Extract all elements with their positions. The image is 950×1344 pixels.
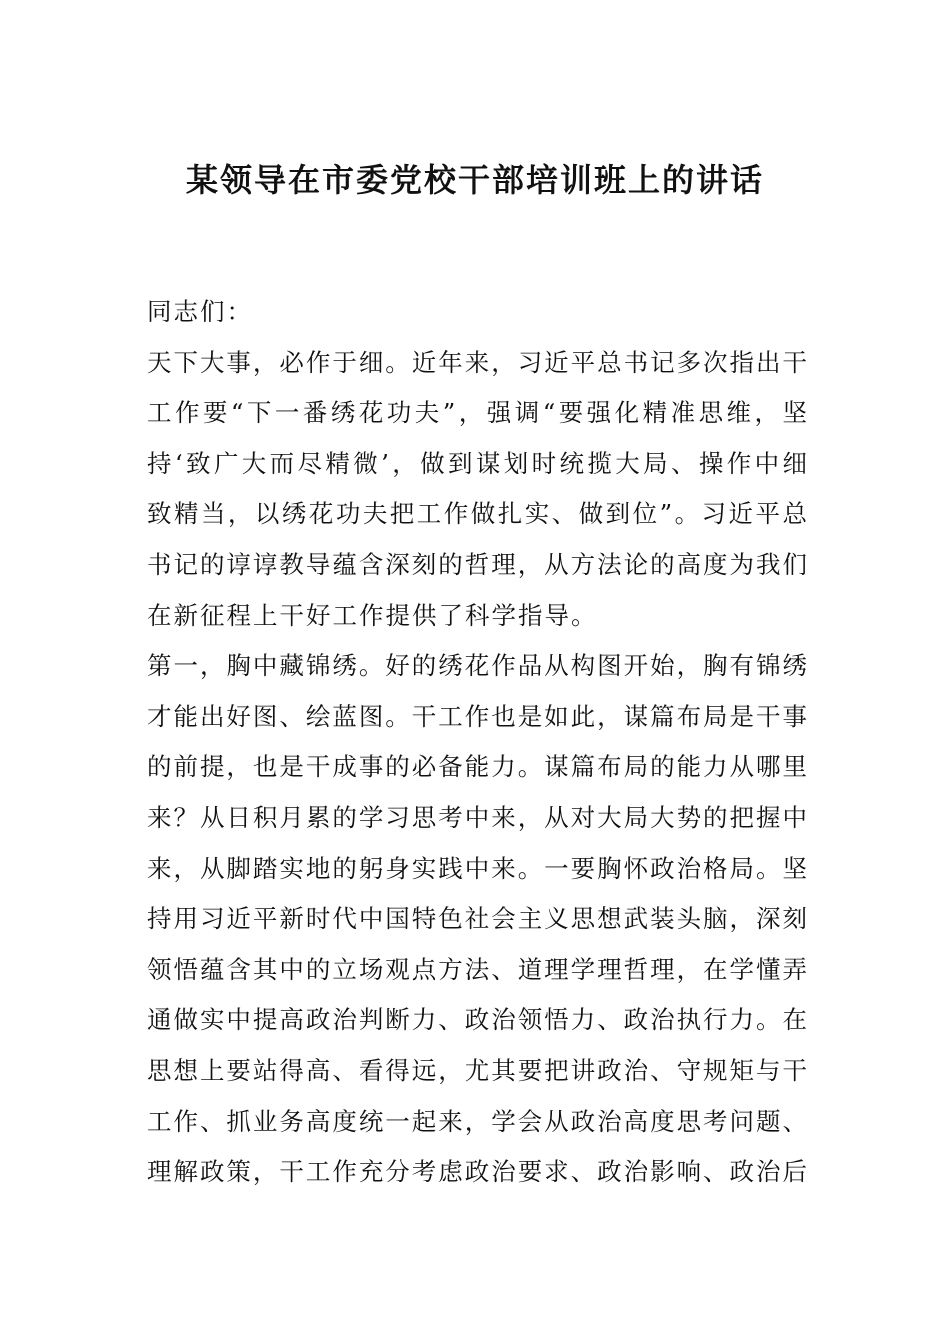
body-line: 工作、抓业务高度统一起来，学会从政治高度思考问题、 — [147, 1106, 807, 1136]
salutation-line: 同志们： — [147, 297, 253, 326]
body-line: 通做实中提高政治判断力、政治领悟力、政治执行力。在 — [147, 1005, 807, 1035]
body-line: 来，从脚踏实地的躬身实践中来。一要胸怀政治格局。坚 — [147, 853, 807, 883]
body-line: 持用习近平新时代中国特色社会主义思想武装头脑，深刻 — [147, 904, 807, 934]
document-body — [147, 287, 807, 1198]
body-line: 工作要“下一番绣花功夫”，强调“要强化精准思维，坚 — [147, 398, 807, 428]
body-line: 才能出好图、绘蓝图。干工作也是如此，谋篇布局是干事 — [147, 701, 807, 731]
body-line: 在新征程上干好工作提供了科学指导。 — [147, 600, 598, 630]
body-line: 来？从日积月累的学习思考中来，从对大局大势的把握中 — [147, 802, 807, 832]
body-line: 的前提，也是干成事的必备能力。谋篇布局的能力从哪里 — [147, 752, 807, 782]
body-line: 思想上要站得高、看得远，尤其要把讲政治、守规矩与干 — [147, 1055, 807, 1085]
document-title: 某领导在市委党校干部培训班上的讲话 — [185, 161, 764, 199]
body-line: 天下大事，必作于细。近年来，习近平总书记多次指出干 — [147, 347, 807, 377]
body-line: 书记的谆谆教导蕴含深刻的哲理，从方法论的高度为我们 — [147, 549, 807, 579]
body-line: 理解政策，干工作充分考虑政治要求、政治影响、政治后 — [147, 1157, 807, 1187]
body-line: 第一，胸中藏锦绣。好的绣花作品从构图开始，胸有锦绣 — [147, 651, 807, 681]
body-line: 致精当，以绣花功夫把工作做扎实、做到位”。习近平总 — [147, 499, 807, 529]
body-line: 领悟蕴含其中的立场观点方法、道理学理哲理，在学懂弄 — [147, 954, 807, 984]
body-line: 持‘致广大而尽精微’，做到谋划时统揽大局、操作中细 — [147, 448, 807, 478]
